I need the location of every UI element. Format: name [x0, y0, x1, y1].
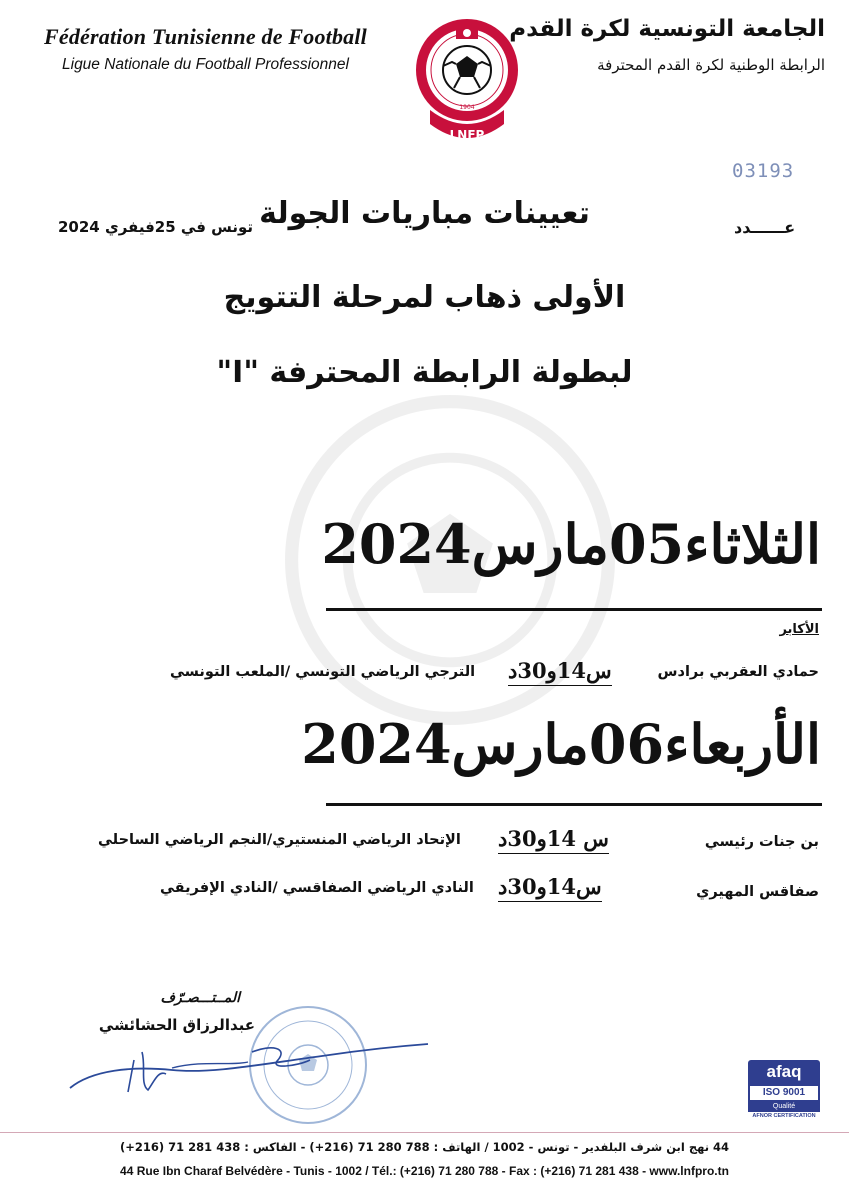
date-and-place: تونس في 25فيفري 2024	[58, 218, 253, 236]
afaq-org: AFNOR CERTIFICATION	[752, 1113, 816, 1119]
registration-number: 03193	[732, 160, 795, 182]
footer-address-ar: 44 نهج ابن شرف البلفدير - تونس - 1002 / الهاتف : 788 280 71 (216+) - الفاكس : 438 281 71 (216+)	[119, 1140, 730, 1154]
logo-acronym: LNFP	[449, 128, 485, 142]
signatory-title: المــتـــصـرّف	[160, 990, 240, 1006]
afaq-brand: afaq	[748, 1060, 820, 1084]
federation-name-ar: الجامعة التونسية لكرة القدم	[509, 16, 825, 42]
day-1-date: الثلاثاء05مارس2024	[321, 512, 821, 576]
match-2-teams: الإتحاد الرياضي المنستيري/النجم الرياضي الساحلي	[98, 832, 461, 848]
afaq-quality: Qualité	[748, 1102, 820, 1112]
ligue-name-ar: الرابطة الوطنية لكرة القدم المحترفة	[597, 56, 825, 74]
category-label: الأكابر	[779, 622, 819, 637]
ligue-name-fr: Ligue Nationale du Football Professionnel	[62, 56, 349, 73]
afaq-standard: ISO 9001	[748, 1084, 820, 1102]
match-3-referee: صفاقس المهيري	[696, 884, 819, 900]
match-1-time: س14و30د	[508, 658, 612, 686]
day-2-date: الأربعاء06مارس2024	[301, 712, 821, 776]
match-2-referee: بن جنات رئيسي	[704, 834, 819, 850]
signatory-name: عبدالرزاق الحشائشي	[98, 1016, 255, 1034]
footer-divider	[0, 1132, 849, 1133]
match-3-teams: النادي الرياضي الصفاقسي /النادي الإفريقي	[160, 880, 474, 896]
match-1-referee: حمادي العقربي برادس	[657, 664, 819, 680]
match-1-teams: الترجي الرياضي التونسي /الملعب التونسي	[170, 664, 476, 680]
title-line-1: تعيينات مباريات الجولة	[259, 196, 590, 231]
day-2-divider	[326, 803, 822, 806]
federation-name-fr: Fédération Tunisienne de Football	[44, 24, 367, 49]
title-line-3: لبطولة الرابطة المحترفة "I"	[216, 355, 633, 390]
day-1-divider	[326, 608, 822, 611]
number-label: عــــــدد	[734, 218, 796, 237]
afaq-certification	[748, 1060, 820, 1126]
footer-address-fr: 44 Rue Ibn Charaf Belvédère - Tunis - 1002 / Tél.: (+216) 71 280 788 - Fax : (+216) 71 281 438 - www.lnfpro.tn	[120, 1164, 729, 1178]
handwritten-signature	[62, 1030, 432, 1110]
match-2-time: س 14و30د	[498, 826, 609, 854]
logo-year: 1904	[459, 104, 475, 111]
lnfp-logo	[412, 18, 522, 152]
match-3-time: س14و30د	[498, 874, 602, 902]
title-line-2: الأولى ذهاب لمرحلة التتويج	[223, 280, 626, 315]
